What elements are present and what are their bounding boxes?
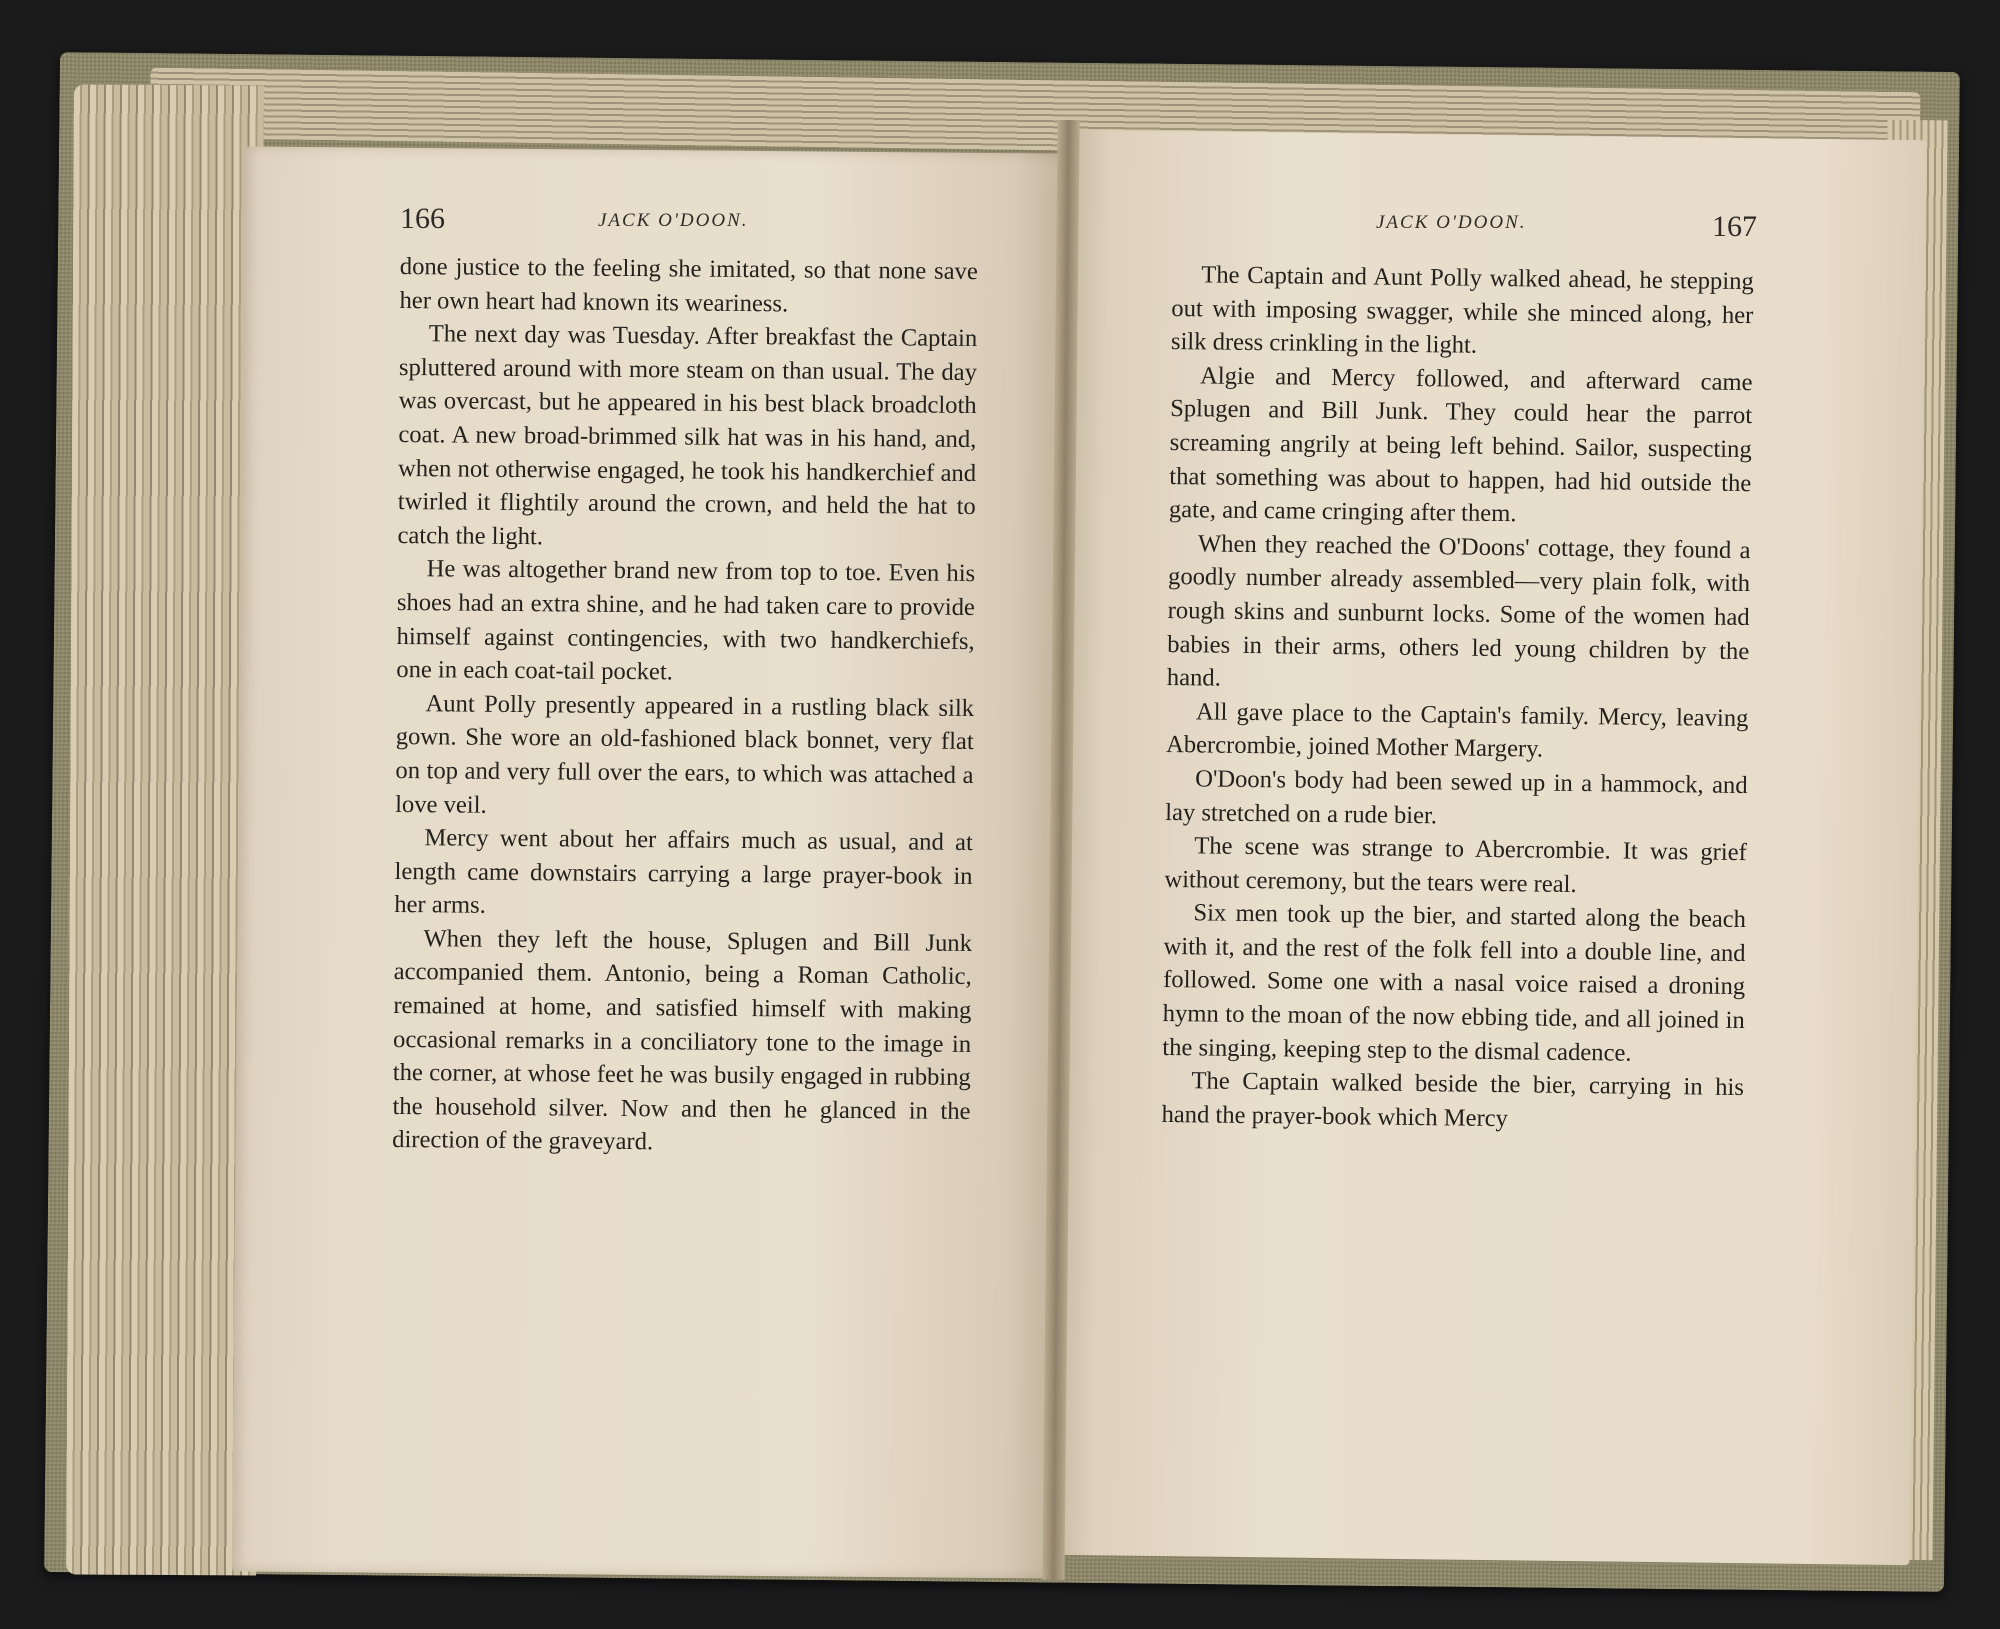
paragraph: Aunt Polly presently appeared in a rustling black silk gown. She wore an old-fashioned black bonnet, very flat on top and very full over the ears, to which was attached a love veil. [395, 689, 975, 819]
paragraph: All gave place to the Captain's family. Mercy, leaving Abercrombie, joined Mother Margery. [1165, 698, 1749, 763]
paragraph: The scene was strange to Abercrombie. It was grief without ceremony, but the tears were real. [1164, 832, 1747, 898]
right-running-head: JACK O'DOON. [1376, 212, 1527, 233]
paragraph: Mercy went about her affairs much as usual, and at length came downstairs carrying a large prayer-book in her arms. [394, 824, 973, 920]
paragraph: Six men took up the bier, and started along the beach with it, and the rest of the folk fell into a double line, and followed. Some one with a nasal voice raised a droning hymn to the moan of the now ebbing tide, and all joined in the singing, keeping step to the dismal cadence. [1162, 899, 1747, 1067]
paragraph: The next day was Tuesday. After breakfast the Captain spluttered around with more steam on than usual. The day was overcast, but he appeared in his best black broadcloth coat. A new broad-brimmed silk hat was in his hand, and, when not otherwise engaged, he took his handkerchief and twirled it flightily around the crown, and held the hat to catch the light. [397, 320, 978, 551]
paragraph: done justice to the feeling she imitated, so that none save her own heart had known its weariness. [399, 252, 978, 317]
paragraph: When they left the house, Splugen and Bill Junk accompanied them. Antonio, being a Roman Catholic, remained at home, and satisfied himself with making occasional remarks in a conciliatory tone to the image in the corner, at whose feet he was busily engaged in rubbing the household silver. Now and then he glanced in the direction of the graveyard. [392, 925, 973, 1156]
paragraph: Algie and Mercy followed, and afterward came Splugen and Bill Junk. They could hear the parrot screaming angrily at being left behind. Sailor, suspecting that something was about to happen, had hid outside the gate, and came cringing after them. [1168, 362, 1753, 528]
right-page-number: 167 [1712, 210, 1757, 243]
left-running-head: JACK O'DOON. [598, 210, 749, 231]
paragraph: He was altogether brand new from top to toe. Even his shoes had an extra shine, and he had taken care to provide himself against contingencies, with two handkerchiefs, one in each coat-tail pocket. [396, 555, 976, 686]
paragraph: The Captain walked beside the bier, carrying in his hand the prayer-book which Mercy [1161, 1067, 1745, 1133]
paragraph: The Captain and Aunt Polly walked ahead, he stepping out with imposing swagger, while she minced along, her silk dress crinkling in the light. [1170, 261, 1754, 359]
left-page-number: 166 [400, 202, 445, 235]
right-page-text [1161, 258, 1754, 1138]
paragraph: When they reached the O'Doons' cottage, they found a goodly number already assembled—very plain folk, with rough skins and sunburnt locks. Some of the women had babies in their arms, others led young children by the hand. [1166, 530, 1751, 692]
paragraph: O'Doon's body had been sewed up in a hammock, and lay stretched on a rude bier. [1165, 765, 1748, 829]
left-page-text [392, 250, 978, 1162]
